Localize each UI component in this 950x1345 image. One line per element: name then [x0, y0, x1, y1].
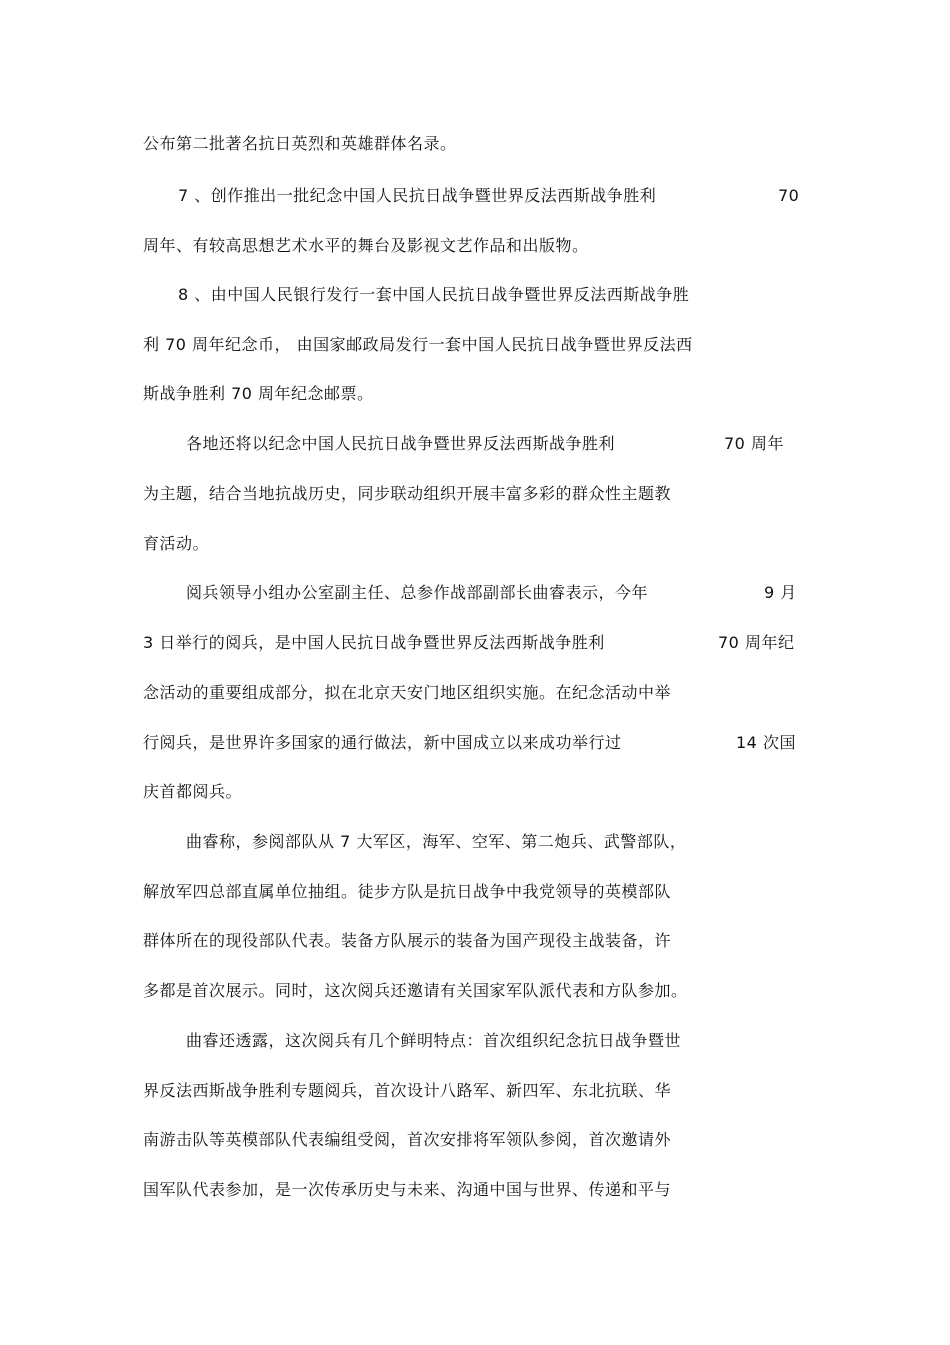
text-line: 行阅兵，是世界许多国家的通行做法，新中国成立以来成功举行过: [143, 733, 622, 752]
text-line: 70: [778, 186, 800, 205]
text-line: 界反法西斯战争胜利专题阅兵，首次设计八路军、新四军、东北抗联、华: [143, 1081, 672, 1100]
text-line: 南游击队等英模部队代表编组受阅，首次安排将军领队参阅，首次邀请外: [143, 1130, 672, 1149]
text-line: 3 日举行的阅兵，是中国人民抗日战争暨世界反法西斯战争胜利: [143, 633, 605, 652]
text-line: 念活动的重要组成部分，拟在北京天安门地区组织实施。在纪念活动中举: [143, 683, 672, 702]
text-line: 14 次国: [736, 733, 796, 752]
text-line: 斯战争胜利 70 周年纪念邮票。: [143, 384, 374, 403]
text-line: 周年、有较高思想艺术水平的舞台及影视文艺作品和出版物。: [143, 236, 589, 255]
text-line: 解放军四总部直属单位抽组。徒步方队是抗日战争中我党领导的英模部队: [143, 882, 672, 901]
text-line: 7 、创作推出一批纪念中国人民抗日战争暨世界反法西斯战争胜利: [178, 186, 657, 205]
text-line: 70 周年: [724, 434, 784, 453]
text-line: 曲睿称，参阅部队从 7 大军区，海军、空军、第二炮兵、武警部队，: [186, 832, 687, 851]
text-line: 阅兵领导小组办公室副主任、总参作战部副部长曲睿表示，今年: [186, 583, 649, 602]
text-line: 国军队代表参加，是一次传承历史与未来、沟通中国与世界、传递和平与: [143, 1180, 672, 1199]
text-line: 为主题，结合当地抗战历史，同步联动组织开展丰富多彩的群众性主题教: [143, 484, 672, 503]
text-line: 群体所在的现役部队代表。装备方队展示的装备为国产现役主战装备，许: [143, 931, 672, 950]
text-line: 利 70 周年纪念币， 由国家邮政局发行一套中国人民抗日战争暨世界反法西: [143, 335, 693, 354]
text-line: 各地还将以纪念中国人民抗日战争暨世界反法西斯战争胜利: [186, 434, 616, 453]
text-line: 庆首都阅兵。: [143, 782, 243, 801]
text-line: 70 周年纪: [718, 633, 795, 652]
text-line: 育活动。: [143, 534, 210, 553]
text-line: 8 、由中国人民银行发行一套中国人民抗日战争暨世界反法西斯战争胜: [178, 285, 690, 304]
text-line: 曲睿还透露，这次阅兵有几个鲜明特点：首次组织纪念抗日战争暨世: [186, 1031, 682, 1050]
text-line: 公布第二批著名抗日英烈和英雄群体名录。: [143, 134, 457, 153]
text-line: 9 月: [764, 583, 797, 602]
text-line: 多都是首次展示。同时，这次阅兵还邀请有关国家军队派代表和方队参加。: [143, 981, 688, 1000]
